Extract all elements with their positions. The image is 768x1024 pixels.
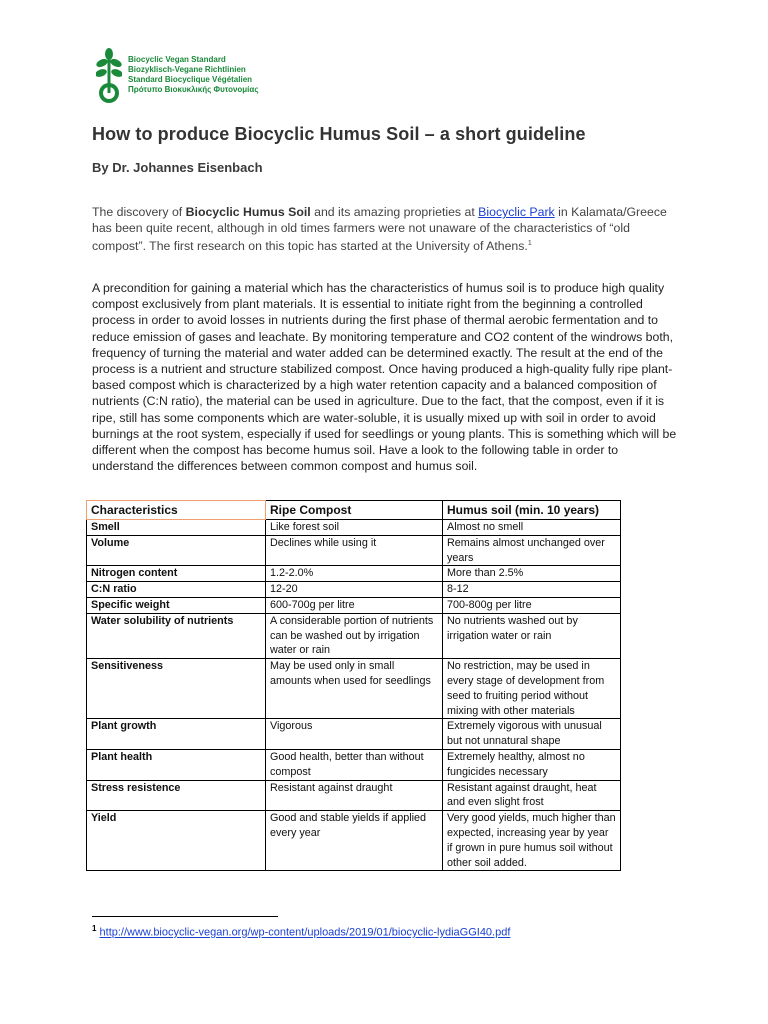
cell-characteristic: Plant health [87, 749, 266, 780]
cell-humus-soil: 700-800g per litre [443, 597, 621, 613]
logo-line: Standard Biocyclique Végétalien [128, 75, 253, 84]
cell-humus-soil: Extremely healthy, almost no fungicides necessary [443, 749, 621, 780]
cell-characteristic: Water solubility of nutrients [87, 613, 266, 658]
table-header-row [87, 501, 621, 520]
table-row [87, 749, 621, 780]
table-row [87, 719, 621, 750]
cell-characteristic: Plant growth [87, 719, 266, 750]
cell-humus-soil: Almost no smell [443, 520, 621, 536]
author-byline: By Dr. Johannes Eisenbach [92, 160, 263, 175]
cell-characteristic: Smell [87, 520, 266, 536]
body-paragraph: A precondition for gaining a material which has the characteristics of humus soil is to produce high quality compost exclusively from plant materials. It is essential to initiate right from the beginning a controlled process in order to avoid losses in nutrients during the first phase of thermal aerobic fermentation and to reduce emission of gases and leachate. By monitoring temperature and CO2 content of the windrows both, frequency of turning the material and water added can be determined exactly. The result at the end of the process is a nutrient and structure stabilized compost. Once having produced a high-quality fully ripe plant-based compost which is characterized by a high water retention capacity and a balanced composition of nutrients (C:N ratio), the material can be used in agriculture. Due to the fact, that the compost, even if it is ripe, still has some components which are water-soluble, it is usually mixed up with soil in order to avoid burnings at the root system, especially if used for seedlings or young plants. This is something which will be different when the compost has become humus soil. Have a look to the following table in order to understand the differences between common compost and humus soil. [92, 281, 677, 474]
cell-humus-soil: 8-12 [443, 582, 621, 598]
intro-text: The discovery of [92, 205, 186, 219]
cell-characteristic: Specific weight [87, 597, 266, 613]
cell-ripe-compost: 600-700g per litre [266, 597, 443, 613]
footnote-number: 1 [92, 924, 97, 933]
cell-humus-soil: Extremely vigorous with unusual but not unnatural shape [443, 719, 621, 750]
table-row [87, 780, 621, 811]
table-row [87, 520, 621, 536]
intro-paragraph [92, 204, 682, 255]
cell-humus-soil: Remains almost unchanged over years [443, 535, 621, 566]
logo-line: Biozyklisch-Vegane Richtlinien [128, 65, 246, 74]
intro-text: and its amazing proprieties at [310, 205, 479, 219]
table-row [87, 811, 621, 871]
cell-characteristic: Stress resistence [87, 780, 266, 811]
cell-ripe-compost: 1.2-2.0% [266, 566, 443, 582]
cell-ripe-compost: Vigorous [266, 719, 443, 750]
logo-line: Πρότυπο Βιοκυκλικής Φυτονομίας [128, 85, 259, 94]
table-row [87, 566, 621, 582]
logo [96, 46, 258, 106]
table-row [87, 597, 621, 613]
cell-ripe-compost: Declines while using it [266, 535, 443, 566]
cell-characteristic: C:N ratio [87, 582, 266, 598]
biocyclic-park-link[interactable]: Biocyclic Park [478, 205, 555, 219]
document-title: How to produce Biocyclic Humus Soil – a short guideline [92, 124, 586, 144]
cell-ripe-compost: May be used only in small amounts when used for seedlings [266, 659, 443, 719]
logo-text [128, 55, 258, 95]
footnote [92, 924, 510, 939]
cell-ripe-compost: Like forest soil [266, 520, 443, 536]
header-characteristics: Characteristics [87, 501, 266, 520]
logo-line: Biocyclic Vegan Standard [128, 55, 226, 64]
cell-humus-soil: More than 2.5% [443, 566, 621, 582]
cell-humus-soil: No restriction, may be used in every stage of development from seed to fruiting period without mixing with other materials [443, 659, 621, 719]
intro-text: in Kalamata/Greece has been quite recent, although in old times farmers were not unaware of the characteristics of “old compost”. The first research on this topic has started at the University of Athens. [92, 205, 667, 254]
footnote-link[interactable]: http://www.biocyclic-vegan.org/wp-content/uploads/2019/01/biocyclic-lydiaGGI40.pdf [99, 926, 511, 939]
header-ripe-compost: Ripe Compost [266, 501, 443, 520]
cell-characteristic: Sensitiveness [87, 659, 266, 719]
cell-humus-soil: No nutrients washed out by irrigation water or rain [443, 613, 621, 658]
cell-ripe-compost: A considerable portion of nutrients can be washed out by irrigation water or rain [266, 613, 443, 658]
cell-ripe-compost: 12-20 [266, 582, 443, 598]
cell-characteristic: Yield [87, 811, 266, 871]
cell-characteristic: Nitrogen content [87, 566, 266, 582]
table-body [87, 520, 621, 871]
cell-ripe-compost: Resistant against draught [266, 780, 443, 811]
cell-ripe-compost: Good and stable yields if applied every year [266, 811, 443, 871]
table-row [87, 613, 621, 658]
cell-ripe-compost: Good health, better than without compost [266, 749, 443, 780]
table-row [87, 535, 621, 566]
comparison-table [86, 500, 621, 871]
cell-characteristic: Volume [87, 535, 266, 566]
cell-humus-soil: Resistant against draught, heat and even slight frost [443, 780, 621, 811]
table-row [87, 659, 621, 719]
biocyclic-plant-logo-icon [96, 46, 122, 106]
cell-humus-soil: Very good yields, much higher than expected, increasing year by year if grown in pure humus soil without other soil added. [443, 811, 621, 871]
table-row [87, 582, 621, 598]
footnote-divider [92, 916, 278, 917]
footnote-ref: 1 [527, 240, 532, 248]
intro-bold-term: Biocyclic Humus Soil [185, 205, 311, 219]
header-humus-soil: Humus soil (min. 10 years) [443, 501, 621, 520]
